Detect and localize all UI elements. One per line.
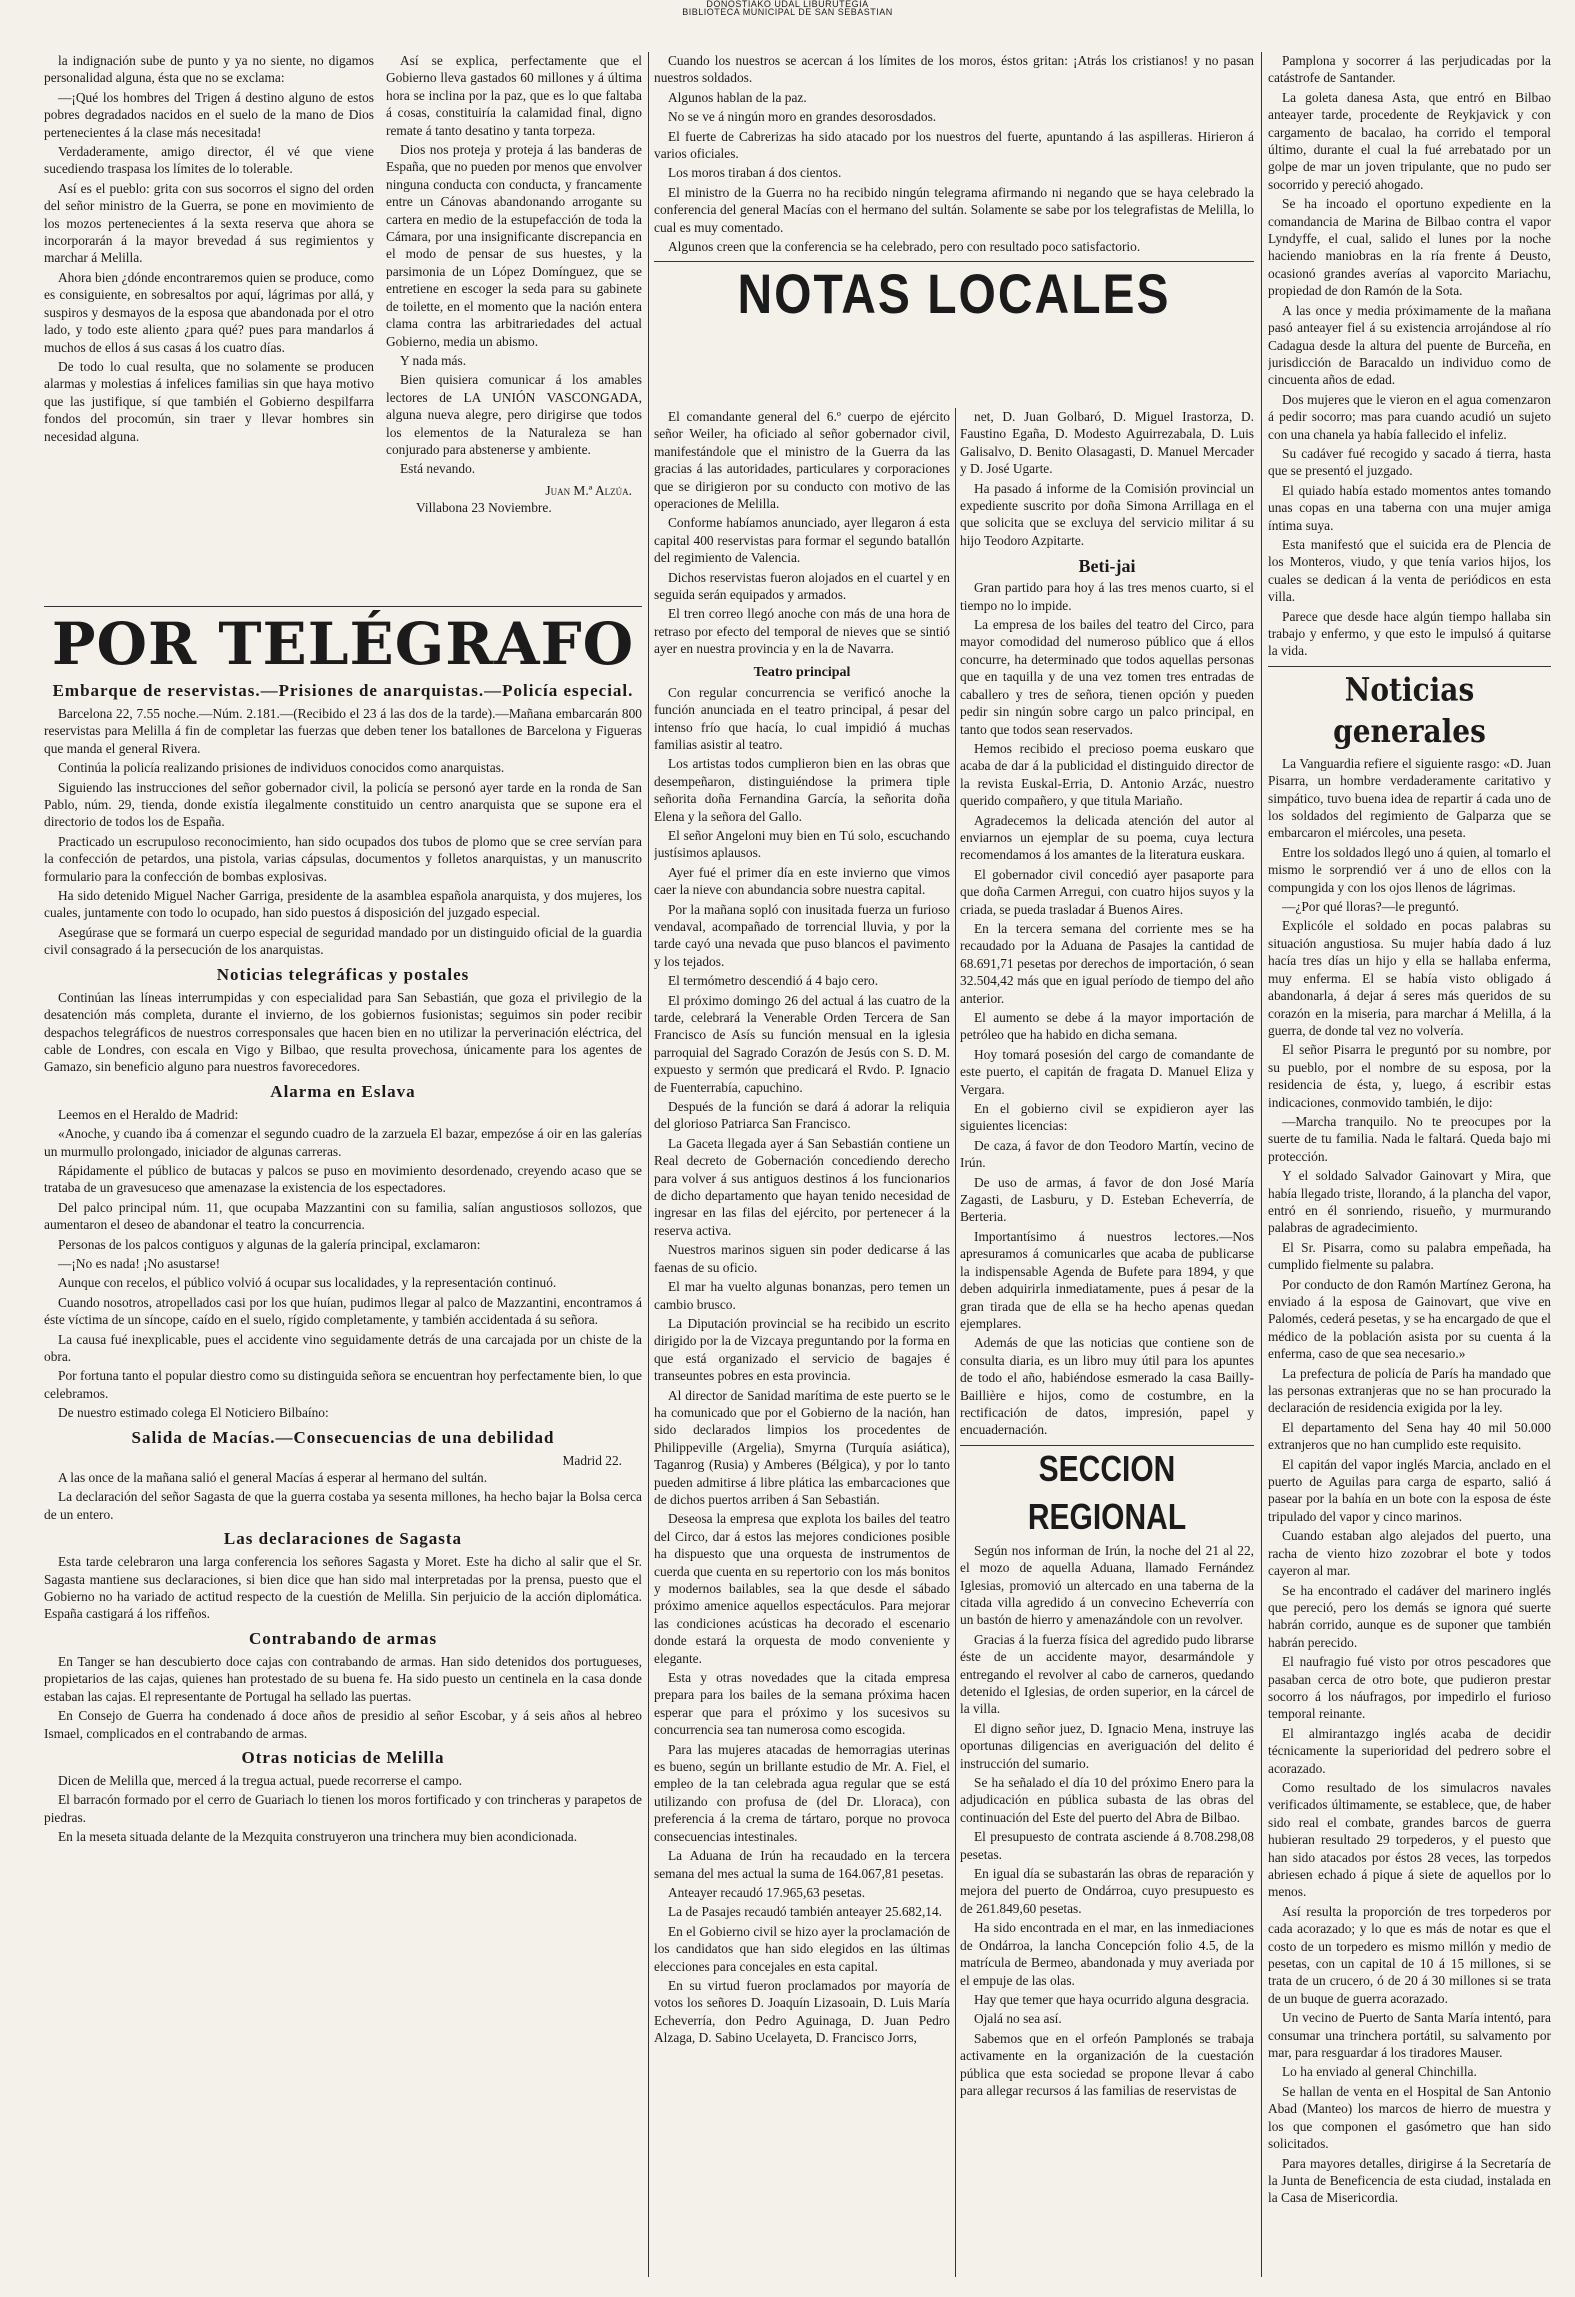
paragraph: Entre los soldados llegó uno á quien, al tomarlo el mismo le sorprendió ver á uno de ellos con la compungida y con los ojos llenos de lágrimas.: [1268, 844, 1551, 895]
headline-embarque: Embarque de reservistas.—Prisiones de anarquistas.—Policía especial.: [52, 681, 634, 700]
paragraph: En Consejo de Guerra ha condenado á doce años de presidio al señor Escobar, y á seis años al hebreo Ismael, complicados en el contrabando de armas.: [44, 1708, 642, 1741]
paragraph: El mar ha vuelto algunas bonanzas, pero temen un cambio brusco.: [654, 1279, 950, 1312]
paragraph: Algunos hablan de la paz.: [668, 89, 807, 105]
masthead-noticias-generales: Noticias generales: [1333, 670, 1486, 750]
paragraph: Hay que temer que haya ocurrido alguna desgracia.: [974, 1991, 1250, 2007]
column-rule-2a: [955, 408, 956, 2277]
paragraph: El barracón formado por el cerro de Guariach lo tienen los moros fortificado y con trincheras y parapetos de piedras.: [44, 1792, 642, 1825]
paragraph: A las once y media próximamente de la mañana pasó anteayer fiel á su existencia arrojándose al río Cadagua desde la altura del puente de Burceña, en jurisdicción de Baracaldo un individuo como de cincuenta años de edad.: [1268, 302, 1551, 388]
paragraph: Como resultado de los simulacros navales verificados últimamente, se establece, que, de haber sido real el combate, grandes barcos de guerra hubieran resultado 29 torpederos, y el puesto que han sido atacados por éstos 28 veces, las torpedos abriesen echado á pique á siete de aquellos por lo menos.: [1268, 1779, 1551, 1900]
paragraph: El digno señor juez, D. Ignacio Mena, instruye las oportunas diligencias en averiguación del delito é instrucción del sumario.: [960, 1720, 1254, 1771]
paragraph: El aumento se debe á la mayor importación de petróleo que ha habido en dicha semana.: [960, 1010, 1254, 1043]
paragraph: Al director de Sanidad marítima de este puerto se le ha comunicado que por el Gobierno de la nación, han sido declarados limpios los procedentes de Philippeville (Argelia), Smyrna (Turquía asiática), Taganrog (Rusia) y Amberes (Bélgica), y por lo tanto pueden admitirse á libre plática las embarcaciones que de dichos puertos arriben á San Sebastián.: [654, 1387, 950, 1507]
paragraph: En el gobierno civil se expidieron ayer las siguientes licencias:: [960, 1101, 1254, 1134]
paragraph: La Vanguardia refiere el siguiente rasgo: «D. Juan Pisarra, un hombre verdaderamente caritativo y simpático, tuvo buena idea de repartir á cada uno de los soldados del regimiento de Galparza que se embarcaron el miércoles, una peseta.: [1268, 755, 1551, 841]
letter-signature: Juan M.ª Alzúa.: [545, 482, 632, 498]
paragraph: Dos mujeres que le vieron en el agua comenzaron á pedir socorro; mas para cuando acudió un sujeto con una chanela ya había fallecido el infeliz.: [1268, 391, 1551, 442]
paragraph: El departamento del Sena hay 40 mil 50.000 extranjeros que no han cumplido este requisito.: [1268, 1419, 1551, 1453]
paragraph: La goleta danesa Asta, que entró en Bilbao anteayer tarde, procedente de Reykjavick y con cargamento de bacalao, ha corrido el temporal último, durante el cual la fué arrebatado por un golpe de mar un joven tripulante, que no pudo ser socorrido y pereció ahogado.: [1268, 89, 1551, 192]
melilla-continuation: [654, 52, 1254, 332]
letter-dateline: Villabona 23 Noviembre.: [416, 500, 552, 516]
paragraph: El próximo domingo 26 del actual á las cuatro de la tarde, celebrará la Venerable Orden Tercera de San Francisco de Asís su función mensual en la iglesia parroquial del Sagrado Corazón de Jesús con S. D. M. expuesto y sermón que predicará el Rvdo. P. Ignacio de Fuenterrabía, capuchino.: [654, 992, 950, 1095]
paragraph: Cuando nosotros, atropellados casi por los que huían, pudimos llegar al palco de Mazzantini, encontramos á éste víctima de un síncope, caído en el suelo, rígido completamente, y también accidentada á su señora.: [44, 1294, 642, 1328]
paragraph: Continúa la policía realizando prisiones de individuos conocidos como anarquistas.: [58, 760, 505, 776]
paragraph: Verdaderamente, amigo director, él vé que viene sucediendo traspasa los límites de lo tolerable.: [44, 144, 374, 177]
paragraph: La causa fué inexplicable, pues el accidente vino seguidamente detrás de una carcajada por un chiste de la obra.: [44, 1331, 642, 1364]
archive-header: [0, 0, 1575, 16]
letter-right-paras: [386, 52, 642, 478]
paragraph: Los moros tiraban á dos cientos.: [668, 165, 842, 181]
paragraph: Se ha incoado el oportuno expediente en la comandancia de Marina de Bilbao contra el vapor Lyndyffe, el cual, salido el lunes por la noche haciendo maniobras en la ría frente á Deusto, ocasionó grandes averías al vaporcito Mariachu, propiedad de don Ramón de la Sota.: [1268, 196, 1551, 299]
paragraph: —Marcha tranquilo. No te preocupes por la suerte de tu familia. Nada le faltará. Queda bajo mi protección.: [1268, 1113, 1551, 1164]
paragraph: Por conducto de don Ramón Martínez Gerona, ha enviado á la esposa de Gainovart, que vive en Palomés, cederá pesetas, y se ha encargado de que el médico de la población asista por su cuenta á la enferma, caso de que sea necesario.»: [1268, 1276, 1551, 1362]
paragraph: Se ha señalado el día 10 del próximo Enero para la adjudicación en pública subasta de las obras del continuación del Este del puerto del Abra de Bilbao.: [960, 1775, 1254, 1825]
paras-notas-right-a: [960, 408, 1254, 549]
paragraph: Está nevando.: [400, 461, 476, 477]
paragraph: Leemos en el Heraldo de Madrid:: [58, 1106, 239, 1122]
paragraph: Del palco principal núm. 11, que ocupaba Mazzantini con su familia, salían angustiosos sollozos, que aumentaron el deseo de abandonar el teatro la concurrencia.: [44, 1199, 642, 1233]
paragraph: Gracias á la fuerza física del agredido pudo librarse éste de un accidente mayor, desarmándole y entregando el revolver al cabo de carneros, quedando detenido el Iglesias, de orden superior, en la cárcel de la villa.: [960, 1631, 1254, 1717]
paragraph: El comandante general del 6.º cuerpo de ejército señor Weiler, ha oficiado al señor gobernador civil, manifestándole que el ministro de la Guerra da las gracias á las autoridades, particulares y corporaciones que se dirigieron por su conducto con motivo de las operaciones de Melilla.: [654, 409, 950, 512]
headline-teatro-principal: Teatro principal: [753, 664, 851, 680]
dateline-madrid: Madrid 22.: [562, 1452, 622, 1468]
paragraph: Su cadáver fué recogido y sacado á tierra, hasta que se presentó el juzgado.: [1268, 445, 1551, 479]
paras-declaraciones-sagasta: [44, 1553, 642, 1623]
paragraph: Ahora bien ¿dónde encontraremos quien se produce, como es consiguiente, en sobresaltos por aquí, lágrimas por allá, y suspiros y desmayos de la esposa que abandonada por el otro lado, y todo este aliento ¿para qué? pues para mandarlos á muchos de ellos á sus casas á los cuatro días.: [44, 269, 374, 355]
paragraph: Personas de los palcos contiguos y algunas de la galería principal, exclamaron:: [58, 1236, 481, 1252]
masthead-por-telegrafo: POR TELÉGRAFO: [51, 610, 635, 678]
archive-header-line1: DONOSTIAKO UDAL LIBURUTEGIA: [706, 0, 869, 9]
paragraph: Cuando estaban algo alejados del puerto, una racha de viento hizo zozobrar el bote y todos cayeron al mar.: [1268, 1528, 1551, 1579]
paragraph: El tren correo llegó anoche con más de una hora de retraso por efecto del temporal de nieves que se sintió ayer en nuestra provincia y en la de Navarra.: [654, 606, 950, 657]
column-rule-2: [1261, 52, 1262, 2277]
paragraph: Así es el pueblo: grita con sus socorros el signo del orden del señor ministro de la Guerra, se pone en movimiento de los mozos pertenecientes á la sexta reserva que ahora se incorporarán á la mayor brevedad á sus regimientos y marchar á Melilla.: [44, 180, 374, 266]
paras-col3-top: [1268, 52, 1551, 660]
paras-embarque: [44, 705, 642, 959]
paragraph: Además de que las noticias que contiene son de consulta diaria, es un libro muy útil para los apuntes de todo el año, habiéndose esmerado la casa Bailly-Baillière e hijos, como de costumbre, en la rectificación de datos, impresión, papel y encuadernación.: [960, 1335, 1254, 1438]
paragraph: Ojalá no sea así.: [974, 2011, 1062, 2027]
paragraph: En la tercera semana del corriente mes se ha recaudado por la Aduana de Pasajes la cantidad de 68.691,71 pesetas por derechos de importación, ó sean 32.504,42 más que en igual período de tiempo del año anterior.: [960, 920, 1254, 1006]
paragraph: El naufragio fué visto por otros pescadores que pasaban cerca de otro bote, que pudieron prestar socorro á los náufragos, por impedirlo el furioso temporal reinante.: [1268, 1654, 1551, 1722]
paragraph: —¡No es nada! ¡No asustarse!: [58, 1255, 221, 1271]
paragraph: No se ve á ningún moro en grandes desorosdados.: [668, 109, 937, 125]
paras-notas-left-intro: [654, 408, 950, 658]
paragraph: Así resulta la proporción de tres torpederos por cada acorazado; y lo que es más de notar es que el costo de un torpedero es mismo millón y medio de pesetas, con un capital de 10 á 15 millones, si se trata de un crucero, ó de 20 á 30 millones si se trata de un buque de guerra acorazado.: [1268, 1903, 1551, 2006]
letter-right-block: [386, 52, 642, 519]
column-3: [1268, 52, 1551, 2277]
headline-alarma-eslava: Alarma en Eslava: [270, 1081, 416, 1101]
paragraph: La prefectura de policía de París ha mandado que las personas extranjeras que no se han procurado la declaración de residencia exigida por la ley.: [1268, 1365, 1551, 1416]
paragraph: Con regular concurrencia se verificó anoche la función anunciada en el teatro principal, á pesar del intenso frío que hacía, lo cual impidió á muchas familias asistir al teatro.: [654, 684, 950, 752]
paragraph: Para mayores detalles, dirigirse á la Secretaría de la Junta de Beneficencia de esta ciudad, instalada en la Casa de Misericordia.: [1268, 2155, 1551, 2206]
paragraph: Dichos reservistas fueron alojados en el cuartel y en seguida serán equipados y armados.: [654, 569, 950, 603]
paragraph: Ha pasado á informe de la Comisión provincial un expediente suscrito por doña Simona Arrillaga en el que solicita que se excluya del servicio militar á su hijo Teodoro Azpitarte.: [960, 480, 1254, 548]
paragraph: Barcelona 22, 7.55 noche.—Núm. 2.181.—(Recibido el 23 á las dos de la tarde).—Mañana embarcarán 800 reservistas para Melilla á fin de completar las fuerzas que deben tener los batallones de Barcelona y Figueras que manda el general Rivera.: [44, 706, 642, 756]
column-2: [654, 52, 1254, 2277]
section-divider: [44, 606, 642, 607]
paragraph: Se ha encontrado el cadáver del marinero inglés que pereció, pero los demás se ignora qué suerte habrán corrido, aunque es de suponer que también habrán perecido.: [1268, 1582, 1551, 1650]
paragraph: En la meseta situada delante de la Mezquita construyeron una trinchera muy bien acondicionada.: [58, 1829, 578, 1845]
paragraph: De todo lo cual resulta, que no solamente se producen alarmas y molestias á infelices familias sin que haya motivo que las justifique, sí que también el Gobierno despilfarra fondos del procomún, sin traer y llevar hombres sin necesidad alguna.: [44, 358, 374, 444]
paragraph: «Anoche, y cuando iba á comenzar el segundo cuadro de la zarzuela El bazar, empezóse á oir en las galerías un murmullo prolongado, iniciador de algunas carreras.: [44, 1126, 642, 1159]
paras-melilla-continuation: [654, 52, 1254, 255]
paragraph: Siguiendo las instrucciones del señor gobernador civil, la policía se personó ayer tarde en la ronda de San Pablo, núm. 29, tienda, donde existía ilegalmente constituido un centro anarquista que se supone era el directorio de todos los de España.: [44, 779, 642, 830]
paragraph: Practicado un escrupuloso reconocimiento, han sido ocupados dos tubos de plomo que se cree servían para la confección de petardos, una pistola, varias cápsulas, documentos y folletos anarquistas, y un manuscrito formulario para la confección de bombas explosivas.: [44, 833, 642, 884]
paragraph: Un vecino de Puerto de Santa María intentó, para consumar una trinchera portátil, su salvamento por mar, para resguardar á los tiradores Mauser.: [1268, 2010, 1551, 2061]
paragraph: Asegúrase que se formará un cuerpo especial de seguridad mandado por un distinguido oficial de la guardia civil consagrado á la persecución de los anarquistas.: [44, 924, 642, 958]
paragraph: El capitán del vapor inglés Marcia, anclado en el puerto de Aguilas para carga de esparto, salió á pasear por la bahía en un bote con la esposa de éste tripulado del vapor y cinco marinos.: [1268, 1456, 1551, 1524]
paragraph: Cuando los nuestros se acercan á los límites de los moros, éstos gritan: ¡Atrás los cristianos! y no pasan nuestros soldados.: [654, 53, 1254, 86]
paragraph: la indignación sube de punto y ya no siente, no digamos personalidad alguna, ésta que no se exclama:: [44, 53, 374, 86]
paragraph: Explicóle el soldado en pocas palabras su situación angustiosa. Su mujer había dado á luz hacía tres días un hijo y ella se hallaba enferma, muy enferma. El se había visto obligado á abandonarla, á dejar á seres más queridos de su corazón en la miseria, para marchar á Melilla, á la guerra, de donde tal vez no volvería.: [1268, 918, 1551, 1038]
masthead-notas-locales: NOTAS LOCALES: [737, 265, 1171, 327]
paragraph: El almirantazgo inglés acaba de decidir técnicamente la superioridad del pedrero sobre el acorazado.: [1268, 1725, 1551, 1776]
paragraph: El señor Angeloni muy bien en Tú solo, escuchando justísimos aplausos.: [654, 827, 950, 861]
paragraph: Esta y otras novedades que la citada empresa prepara para los bailes de la semana próxima hacen esperar que para el próximo y los sucesivos su concurrencia sea tan numerosa como escogida.: [654, 1670, 950, 1738]
paras-seccion-regional: [960, 1542, 1254, 2100]
paragraph: El ministro de la Guerra no ha recibido ningún telegrama afirmando ni negando que se haya celebrado la conferencia del general Macías con el hermano del sultán. Solamente se sabe por los telegrafistas de Melilla, lo cual es muy comentado.: [654, 184, 1254, 235]
paras-teatro: [654, 684, 950, 2047]
headline-declaraciones-sagasta: Las declaraciones de Sagasta: [223, 1529, 463, 1549]
paragraph: Pamplona y socorrer á las perjudicadas por la catástrofe de Santander.: [1268, 53, 1551, 86]
paragraph: Ayer fué el primer día en este invierno que vimos caer la nieve con abundancia sobre nuestra capital.: [654, 864, 950, 898]
paragraph: El presupuesto de contrata asciende á 8.708.298,08 pesetas.: [960, 1829, 1254, 1862]
paragraph: Y nada más.: [400, 352, 467, 368]
paragraph: La declaración del señor Sagasta de que la guerra costaba ya sesenta millones, ha hecho bajar la Bolsa cerca de un entero.: [44, 1489, 642, 1522]
paragraph: El señor Pisarra le preguntó por su nombre, por su pueblo, por el nombre de su esposa, por la residencia de ésta, y, luego, á escribir estas indicaciones, conmovido también, le dijo:: [1268, 1042, 1551, 1110]
paragraph: Así se explica, perfectamente que el Gobierno lleva gastados 60 millones y á última hora se inclina por la paz, que es lo que faltaba á cosas, constituiría la calamidad final, digno remate á tanto desatino y tanta torpeza.: [386, 53, 642, 138]
paragraph: La de Pasajes recaudó también anteayer 25.682,14.: [668, 1904, 943, 1920]
paragraph: El fuerte de Cabrerizas ha sido atacado por los nuestros del fuerte, apuntando á las aspilleras. Hirieron á varios oficiales.: [654, 128, 1254, 162]
paragraph: Rápidamente el público de butacas y palcos se puso en movimiento desordenado, creyendo acaso que se trataba de un gravesuceso que amenazase la existencia de los espectadores.: [44, 1162, 642, 1196]
headline-noticias-telegraficas: Noticias telegráficas y postales: [216, 964, 470, 984]
paragraph: Conforme habíamos anunciado, ayer llegaron á esta capital 400 reservistas para formar el segundo batallón del regimiento de Valencia.: [654, 515, 950, 566]
headline-contrabando-armas: Contrabando de armas: [248, 1628, 438, 1648]
paragraph: net, D. Juan Golbaró, D. Miguel Irastorza, D. Faustino Egaña, D. Modesto Aguirrezabala, D. Luis Galisalvo, D. Benito Olasagasti, D. Manuel Mercader y D. José Ugarte.: [960, 409, 1254, 477]
letter-left-block: [44, 52, 374, 447]
paragraph: Agradecemos la delicada atención del autor al enviarnos un ejemplar de su poema, cuya lectura recomendamos á los amantes de la literatura euskara.: [960, 812, 1254, 863]
paragraph: —¡Qué los hombres del Trigen á destino alguno de estos pobres degradados nacidos en el suelo de la mano de Dios pertenecientes á la clase más necesitada!: [44, 89, 374, 140]
paragraph: A las once de la mañana salió el general Macías á esperar al hermano del sultán.: [58, 1470, 488, 1486]
paras-noticias-generales: [1268, 755, 1551, 2207]
paragraph: El Sr. Pisarra, como su palabra empeñada, ha cumplido fielmente su palabra.: [1268, 1239, 1551, 1273]
paragraph: La Diputación provincial se ha recibido un escrito dirigido por la de Vizcaya preguntando por la forma en que está organizado el servicio de bagajes é transeuntes pobres en esta provincia.: [654, 1315, 950, 1384]
headline-salida-macias: Salida de Macías.—Consecuencias de una debilidad: [131, 1427, 555, 1447]
paras-otras-noticias-melilla: [44, 1772, 642, 1846]
paragraph: Los artistas todos cumplieron bien en las obras que desempeñaron, distinguiéndose la primera tiple señorita doña Fernandina García, la señorita doña Elena y la señora del Gallo.: [654, 756, 950, 824]
paras-salida-macias: [44, 1469, 642, 1523]
column-rule-1: [648, 52, 649, 2277]
paragraph: Lo ha enviado al general Chinchilla.: [1282, 2064, 1477, 2080]
paragraph: El termómetro descendió á 4 bajo cero.: [668, 973, 879, 989]
paragraph: De nuestro estimado colega El Noticiero Bilbaíno:: [58, 1405, 329, 1421]
paras-noticias-telegraficas: [44, 989, 642, 1076]
paragraph: —¿Por qué lloras?—le preguntó.: [1282, 899, 1460, 915]
paras-alarma-eslava: [44, 1106, 642, 1422]
paragraph: Por la mañana sopló con inusitada fuerza un furioso vendaval, acompañado de torrencial lluvia, y por la tarde cayó una nevada que puso blancos el pavimento y los tejados.: [654, 901, 950, 969]
paragraph: Hemos recibido el precioso poema euskaro que acaba de dar á la publicidad el distinguido director de la revista Euskal-Erria, D. Antonio Arzác, nuestro querido compañero, y que titula Mariaño.: [960, 740, 1254, 809]
paragraph: Después de la función se dará á adorar la reliquia del glorioso Patriarca San Francisco.: [654, 1099, 950, 1132]
paras-notas-right-b: [960, 579, 1254, 1439]
paragraph: Para las mujeres atacadas de hemorragias uterinas es bueno, según un brillante estudio de Mr. A. Fiel, el empleo de la tan celebrada agua regular que se está utilizando con profusa de (del Dr. Lloraca), con preferencia á la crema de tártaro, porque no provoca consecuencias intestinales.: [654, 1741, 950, 1844]
paragraph: Gran partido para hoy á las tres menos cuarto, si el tiempo no lo impide.: [960, 580, 1254, 613]
paragraph: El quiado había estado momentos antes tomando unas copas en una taberna con una mujer amiga íntima suya.: [1268, 482, 1551, 533]
paragraph: Por fortuna tanto el popular diestro como su distinguida señora se encuentran hoy perfectamente bien, lo que celebramos.: [44, 1368, 642, 1401]
paragraph: Hoy tomará posesión del cargo de comandante de este puerto, el capitán de fragata D. Manuel Eliza y Vergara.: [960, 1046, 1254, 1097]
paragraph: Esta manifestó que el suicida era de Plencia de los Monteros, viudo, y que tenía varios hijos, los cuales se dedican á la venta de periódicos en esta villa.: [1268, 536, 1551, 605]
paragraph: Dios nos proteja y proteja á las banderas de España, que no pueden por menos que envolver ninguna conducta con conducta, y francamente entre un Cánovas abandonando arrogante su cartera en medio de la estupefacción de toda la Cámara, por una insignificante discrepancia en el modo de pensar de sus huestes, y la parsimonia de un López Domínguez, que se entretiene en escoger la seda para su gabinete de toilette, en el momento que la nación entera clama contra las arbitrariedades del actual Gobierno, media un abismo.: [386, 142, 642, 349]
paragraph: Ha sido encontrada en el mar, en las inmediaciones de Ondárroa, la lancha Concepción folio 4.5, de la matrícula de Bermeo, abandonada y muy averiada por el empuje de las olas.: [960, 1920, 1254, 1988]
paragraph: De uso de armas, á favor de don José María Zagasti, de Lasburu, y D. Esteban Echeverría, de Berteria.: [960, 1174, 1254, 1225]
paragraph: Nuestros marinos siguen sin poder dedicarse á las faenas de su oficio.: [654, 1242, 950, 1275]
paragraph: Continúan las líneas interrumpidas y con especialidad para San Sebastián, que goza el privilegio de la desatención más completa, durante el invierno, de los gobiernos fusionistas; seguimos sin poder recibir despachos telegráficos de nuestros corresponsales que hacen bien en no utilizar la perverinación eléctrica, del cable de Londres, con escala en Vigo y Bilbao, que resulta provechosa, únicamente para los agentes de Gamazo, sin beneficio alguno para nuestros favorecedores.: [44, 989, 642, 1075]
notas-locales-left: [654, 408, 950, 2049]
headline-beti-jai: Beti-jai: [1078, 556, 1136, 577]
paragraph: Según nos informan de Irún, la noche del 21 al 22, el mozo de aquella Aduana, llamado Fernández Iglesias, promovió un altercado en una taberna de la citada villa agredido á un convecino Echeverría con un bastón de hierro y amenazándole con un revolver.: [960, 1542, 1254, 1628]
paragraph: Dicen de Melilla que, merced á la tregua actual, puede recorrerse el campo.: [58, 1772, 463, 1788]
paragraph: Parece que desde hace algún tiempo hallaba sin trabajo y enfermo, y que esto le impulsó á quitarse la vida.: [1268, 608, 1551, 659]
paragraph: Deseosa la empresa que explota los bailes del teatro del Circo, dar á estos las mejores condiciones posible ha dispuesto que una orquesta de instrumentos de cuerda que cuenta en su repertorio con los más bonitos y modernos bailables, sea la que desde el sábado próximo amenice aquellos espectáculos. Para mejorar las condiciones acústicas ha decorado el escenario donde estará la orquesta de modo conveniente y elegante.: [654, 1511, 950, 1666]
paragraph: Algunos creen que la conferencia se ha celebrado, pero con resultado poco satisfactorio.: [668, 239, 1141, 255]
paragraph: La Gaceta llegada ayer á San Sebastián contiene un Real decreto de Gobernación concediendo derecho para volver á sus antiguos destinos á los funcionarios de dicho departamento que hayan tenido necesidad de ingresar en las filas del ejército, por pertenecer á la reserva activa.: [654, 1135, 950, 1238]
paragraph: La Aduana de Irún ha recaudado en la tercera semana del mes actual la suma de 164.067,81 pesetas.: [654, 1848, 950, 1881]
archive-header-line2: BIBLIOTECA MUNICIPAL DE SAN SEBASTIAN: [682, 7, 893, 17]
paragraph: La empresa de los bailes del teatro del Circo, para mayor comodidad del numeroso público que á ellos concurre, ha determinado que todos aquellas personas que en taquilla y de una vez tomen tres entradas de caballero y tres de señora, tienen opción y pueden pedir sin ningún sobre cargo un palco principal, en tanto que todos sean reservados.: [960, 617, 1254, 737]
section-divider: [1268, 666, 1551, 667]
paragraph: Bien quisiera comunicar á los amables lectores de LA UNIÓN VASCONGADA, alguna nueva alegre, pero dirigirse que todos los elementos de la Naturaleza se han conjurado para abstenerse y ambiente.: [386, 372, 642, 457]
paragraph: Y el soldado Salvador Gainovart y Mira, que había llegado triste, llorando, á la plancha del vapor, entró en él sonriendo, risueño, y murmurando palabras de agradecimiento.: [1268, 1168, 1551, 1236]
telegraph-section: [44, 600, 642, 1848]
section-divider: [654, 261, 1254, 262]
paragraph: Ha sido detenido Miguel Nacher Garriga, presidente de la asamblea española anarquista, y dos mujeres, los cuales, juntamente con todo lo ocupado, han sido puestos á disposición del juzgado especial.: [44, 888, 642, 921]
paragraph: En Tanger se han descubierto doce cajas con contrabando de armas. Han sido detenidos dos portugueses, propietarios de las cajas, quienes han protestado de su buena fe. Ha sido puesto un centinela en la casa donde estaban las cajas. El representante de Portugal ha sellado las puertas.: [44, 1653, 642, 1704]
paragraph: En igual día se subastarán las obras de reparación y mejora del puerto de Ondárroa, cuyo presupuesto es de 261.849,60 pesetas.: [960, 1866, 1254, 1916]
paragraph: Aunque con recelos, el público volvió á ocupar sus localidades, y la representación continuó.: [58, 1275, 557, 1291]
paragraph: En su virtud fueron proclamados por mayoría de votos los señores D. Joaquín Lizasoain, D. Luis María Echeverría, don Pedro Aguinaga, D. Juan Pedro Alzaga, D. Sabino Ucelayeta, D. Francisco Jorrs,: [654, 1977, 950, 2046]
masthead-seccion-regional: SECCION REGIONAL: [1027, 1449, 1187, 1537]
paragraph: El gobernador civil concedió ayer pasaporte para que doña Carmen Arregui, con cuatro hijos suyos y la criada, se pueda trasladar á Buenos Aires.: [960, 866, 1254, 917]
paragraph: Se hallan de venta en el Hospital de San Antonio Abad (Manteo) los marcos de hierro de muestra y los que componen el gasómetro que han sido solicitados.: [1268, 2083, 1551, 2152]
paras-contrabando-armas: [44, 1653, 642, 1742]
column-1: [44, 52, 642, 2277]
notas-locales-right: [960, 408, 1254, 2101]
paragraph: En el Gobierno civil se hizo ayer la proclamación de los candidatos que han sido elegidos en las últimas elecciones para concejales en esta capital.: [654, 1923, 950, 1974]
paragraph: Importantísimo á nuestros lectores.—Nos apresuramos á comunicarles que acaba de publicarse la indispensable Agenda de Bufete para 1894, y que deben adquirirla inmediatamente, pues á pesar de la gran tirada que de ella se ha hecho apenas quedan ejemplares.: [960, 1228, 1254, 1331]
paragraph: De caza, á favor de don Teodoro Martín, vecino de Irún.: [960, 1137, 1254, 1171]
headline-otras-noticias-melilla: Otras noticias de Melilla: [241, 1747, 445, 1767]
paragraph: Anteayer recaudó 17.965,63 pesetas.: [668, 1884, 866, 1900]
paragraph: Sabemos que en el orfeón Pamplonés se trabaja activamente en la organización de la cuestación pública que esta sociedad se propone llevar á cabo para allegar recursos á las familias de reservistas de: [960, 2030, 1254, 2098]
paragraph: Esta tarde celebraron una larga conferencia los señores Sagasta y Moret. Este ha dicho al salir que el Sr. Sagasta mantiene sus declaraciones, si bien dice que han sido mal interpretadas por la prensa, puesto que el Gobierno no ha variado de actitud respecto de la cuestión de Melilla. Sin perjuicio de la acción diplomática. España castigará á los riffeños.: [44, 1554, 642, 1622]
